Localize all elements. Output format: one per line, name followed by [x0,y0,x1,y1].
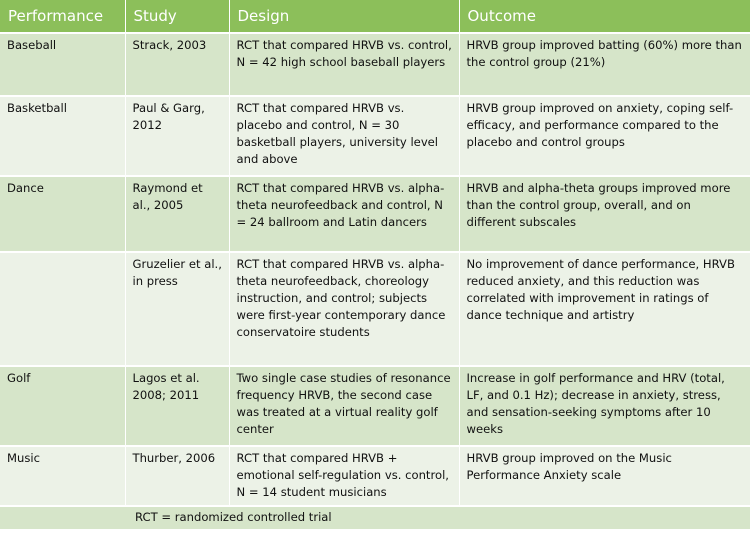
cell-design: Two single case studies of resonance frequency HRVB, the second case was treated at a virtual reality golf center [229,366,459,446]
header-performance: Performance [0,0,125,33]
cell-outcome: HRVB group improved on the Music Performance Anxiety scale [459,446,750,506]
cell-design: RCT that compared HRVB vs. placebo and control, N = 30 basketball players, university level and above [229,96,459,176]
header-study: Study [125,0,229,33]
cell-outcome: HRVB group improved batting (60%) more than the control group (21%) [459,33,750,96]
cell-performance: Dance [0,176,125,252]
cell-performance: Baseball [0,33,125,96]
cell-study: Gruzelier et al., in press [125,252,229,366]
table-row [0,33,750,96]
footnote-row [0,506,750,530]
cell-performance: Golf [0,366,125,446]
cell-performance: Music [0,446,125,506]
cell-performance: Basketball [0,96,125,176]
cell-study: Raymond et al., 2005 [125,176,229,252]
header-design: Design [229,0,459,33]
cell-study: Strack, 2003 [125,33,229,96]
cell-outcome: HRVB group improved on anxiety, coping self-efficacy, and performance compared to the placebo and control groups [459,96,750,176]
table-row [0,96,750,176]
cell-study: Thurber, 2006 [125,446,229,506]
cell-study: Paul & Garg, 2012 [125,96,229,176]
cell-design: RCT that compared HRVB + emotional self-regulation vs. control, N = 14 student musicians [229,446,459,506]
cell-outcome: HRVB and alpha-theta groups improved more than the control group, overall, and on different subscales [459,176,750,252]
cell-study: Lagos et al. 2008; 2011 [125,366,229,446]
cell-performance [0,252,125,366]
cell-outcome: Increase in golf performance and HRV (total, LF, and 0.1 Hz); decrease in anxiety, stress, and sensation-seeking symptoms after 10 weeks [459,366,750,446]
cell-design: RCT that compared HRVB vs. alpha-theta neurofeedback, choreology instruction, and control; subjects were first-year contemporary dance conservatoire students [229,252,459,366]
table-row [0,446,750,506]
table-row [0,366,750,446]
cell-design: RCT that compared HRVB vs. alpha-theta neurofeedback and control, N = 24 ballroom and Latin dancers [229,176,459,252]
footnote: RCT = randomized controlled trial [0,506,750,530]
header-outcome: Outcome [459,0,750,33]
table-row [0,252,750,366]
table-row [0,176,750,252]
header-row [0,0,750,33]
cell-design: RCT that compared HRVB vs. control, N = 42 high school baseball players [229,33,459,96]
cell-outcome: No improvement of dance performance, HRVB reduced anxiety, and this reduction was correlated with improvement in ratings of dance technique and artistry [459,252,750,366]
